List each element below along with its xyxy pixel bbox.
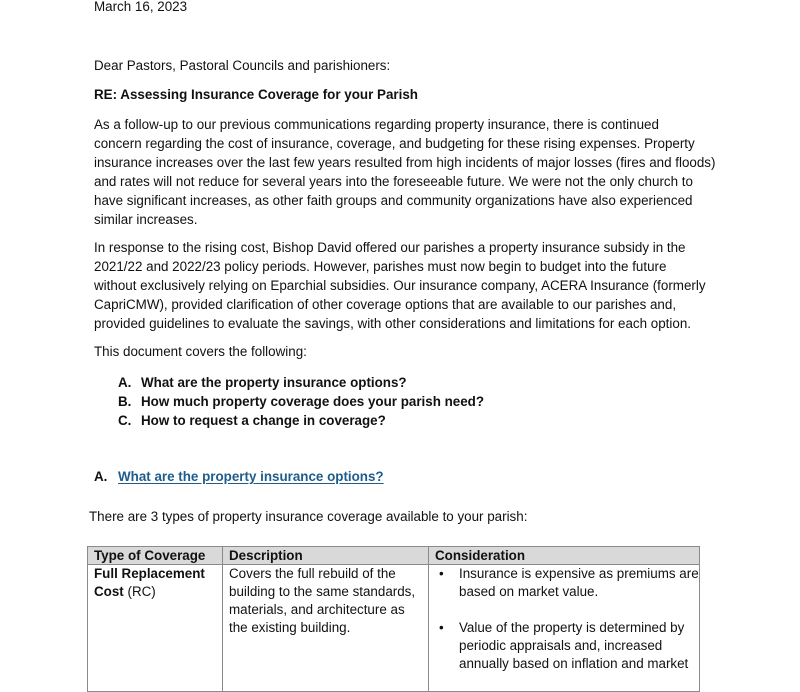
text-line: have significant increases, as other faith groups and community organizations have also experienced [94,193,693,208]
covers-intro: This document covers the following: [94,344,307,359]
toc-letter: B. [118,394,132,409]
consideration-line: Insurance is expensive as premiums are [459,566,699,581]
text-line: concern regarding the cost of insurance, coverage, and budgeting for these rising expenses. Property [94,136,695,151]
toc-letter: A. [118,375,132,390]
consideration-line: periodic appraisals and, increased [459,638,663,653]
toc-item-b [118,392,484,411]
table-header-row [88,547,700,565]
toc-text: What are the property insurance options? [141,375,407,390]
text-line: 2021/22 and 2022/23 policy periods. However, parishes must now begin to budget into the future [94,259,667,274]
consideration-line: Value of the property is determined by [459,620,685,635]
text-line: CapriCMW), provided clarification of other coverage options that are available to our parishes and, [94,297,677,312]
column-header-consideration: Consideration [429,547,700,565]
subject-line: RE: Assessing Insurance Coverage for your Parish [94,87,418,102]
toc-text: How to request a change in coverage? [141,413,386,428]
consideration-line: based on market value. [459,584,599,599]
coverage-type-line [94,565,216,583]
letter-date: March 16, 2023 [94,0,188,14]
description-line: materials, and architecture as [229,602,405,617]
consideration-item [435,565,699,601]
bullet-icon: • [439,620,444,635]
toc-item-c [118,411,484,430]
text-line: In response to the rising cost, Bishop David offered our parishes a property insurance subsidy in the [94,240,686,255]
table-of-contents [118,373,484,430]
section-a-heading [94,469,384,484]
table-intro: There are 3 types of property insurance coverage available to your parish: [89,509,528,524]
description-line: Covers the full rebuild of the [229,566,396,581]
column-header-description: Description [223,547,429,565]
text-line: As a follow-up to our previous communications regarding property insurance, there is continued [94,117,659,132]
paragraph-intro [94,115,714,229]
coverage-type-cell [88,565,223,692]
toc-item-a [118,373,484,392]
coverage-type-line [94,583,216,601]
description-cell [223,565,429,692]
consideration-item [435,619,693,673]
consideration-cell [429,565,700,692]
column-header-type: Type of Coverage [88,547,223,565]
text-line: and rates will not reduce for several years into the foreseeable future. We were not the only church to [94,174,693,189]
text-line: provided guidelines to evaluate the savings, with other considerations and limitations for each option. [94,316,691,331]
consideration-list [435,565,699,673]
coverage-type-abbrev: (RC) [123,584,156,599]
consideration-line: annually based on inflation and market [459,656,689,671]
text-line: without exclusively relying on Eparchial subsidies. Our insurance company, ACERA Insurance (formerly [94,278,706,293]
paragraph-subsidy [94,238,714,333]
text-line: insurance increases over the last few years resulted from high incidents of major losses (fires and floods) [94,155,716,170]
salutation: Dear Pastors, Pastoral Councils and parishioners: [94,58,391,73]
text-line: similar increases. [94,212,198,227]
bullet-icon: • [439,566,444,581]
toc-text: How much property coverage does your parish need? [141,394,485,409]
coverage-type-name: Full Replacement [94,566,205,581]
coverage-type-name: Cost [94,584,124,599]
table-row [88,565,700,692]
coverage-table [87,546,700,692]
description-line: building to the same standards, [229,584,416,599]
section-a-link[interactable]: What are the property insurance options? [118,469,384,484]
section-letter: A. [94,469,108,484]
toc-letter: C. [118,413,132,428]
description-line: the existing building. [229,620,351,635]
